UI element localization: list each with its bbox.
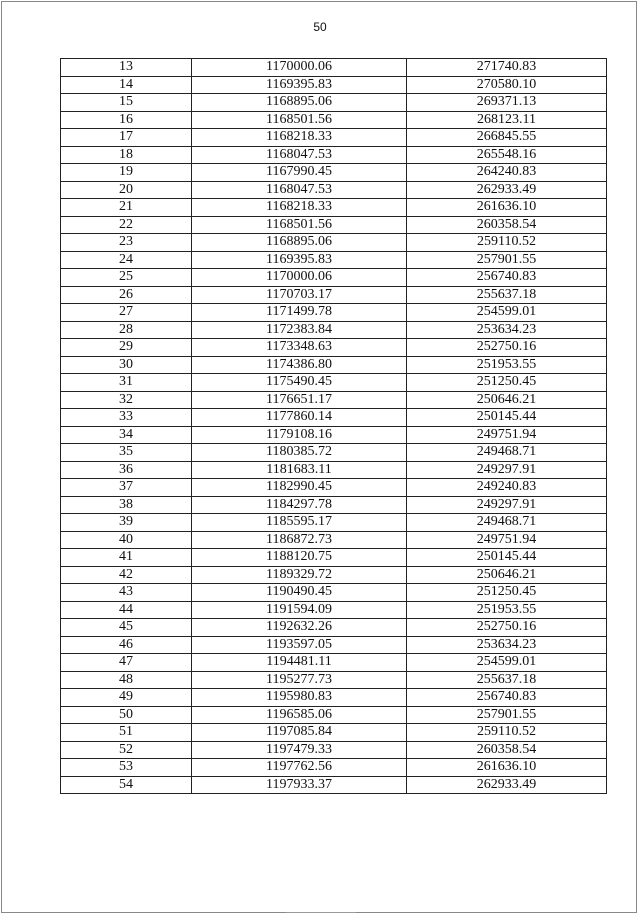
point-number-cell: 27	[61, 304, 192, 322]
x-coordinate-cell: 1184297.78	[192, 496, 407, 514]
point-number-cell: 19	[61, 164, 192, 182]
y-coordinate-cell: 254599.01	[407, 304, 607, 322]
point-number-cell: 41	[61, 549, 192, 567]
table-row	[61, 199, 607, 217]
y-coordinate-cell: 260358.54	[407, 741, 607, 759]
table-row	[61, 549, 607, 567]
table-row	[61, 234, 607, 252]
point-number-cell: 20	[61, 181, 192, 199]
table-row	[61, 426, 607, 444]
x-coordinate-cell: 1171499.78	[192, 304, 407, 322]
point-number-cell: 51	[61, 724, 192, 742]
y-coordinate-cell: 259110.52	[407, 234, 607, 252]
x-coordinate-cell: 1190490.45	[192, 584, 407, 602]
coordinates-table-body	[61, 59, 607, 794]
x-coordinate-cell: 1177860.14	[192, 409, 407, 427]
table-row	[61, 566, 607, 584]
point-number-cell: 33	[61, 409, 192, 427]
y-coordinate-cell: 251250.45	[407, 584, 607, 602]
point-number-cell: 50	[61, 706, 192, 724]
y-coordinate-cell: 261636.10	[407, 199, 607, 217]
x-coordinate-cell: 1197085.84	[192, 724, 407, 742]
x-coordinate-cell: 1185595.17	[192, 514, 407, 532]
x-coordinate-cell: 1170000.06	[192, 269, 407, 287]
point-number-cell: 53	[61, 759, 192, 777]
y-coordinate-cell: 262933.49	[407, 776, 607, 794]
y-coordinate-cell: 261636.10	[407, 759, 607, 777]
table-row	[61, 146, 607, 164]
x-coordinate-cell: 1192632.26	[192, 619, 407, 637]
table-row	[61, 111, 607, 129]
y-coordinate-cell: 249468.71	[407, 444, 607, 462]
x-coordinate-cell: 1196585.06	[192, 706, 407, 724]
table-row	[61, 776, 607, 794]
x-coordinate-cell: 1181683.11	[192, 461, 407, 479]
point-number-cell: 34	[61, 426, 192, 444]
x-coordinate-cell: 1167990.45	[192, 164, 407, 182]
table-row	[61, 339, 607, 357]
y-coordinate-cell: 254599.01	[407, 654, 607, 672]
y-coordinate-cell: 250646.21	[407, 566, 607, 584]
y-coordinate-cell: 249751.94	[407, 426, 607, 444]
y-coordinate-cell: 257901.55	[407, 706, 607, 724]
point-number-cell: 17	[61, 129, 192, 147]
y-coordinate-cell: 271740.83	[407, 59, 607, 77]
table-row	[61, 654, 607, 672]
point-number-cell: 31	[61, 374, 192, 392]
x-coordinate-cell: 1168501.56	[192, 111, 407, 129]
y-coordinate-cell: 251953.55	[407, 601, 607, 619]
table-row	[61, 706, 607, 724]
table-row	[61, 514, 607, 532]
table-row	[61, 479, 607, 497]
point-number-cell: 42	[61, 566, 192, 584]
x-coordinate-cell: 1175490.45	[192, 374, 407, 392]
x-coordinate-cell: 1194481.11	[192, 654, 407, 672]
y-coordinate-cell: 250646.21	[407, 391, 607, 409]
page-bottom-mark	[286, 912, 356, 913]
x-coordinate-cell: 1170703.17	[192, 286, 407, 304]
y-coordinate-cell: 251250.45	[407, 374, 607, 392]
y-coordinate-cell: 249297.91	[407, 496, 607, 514]
y-coordinate-cell: 265548.16	[407, 146, 607, 164]
x-coordinate-cell: 1180385.72	[192, 444, 407, 462]
point-number-cell: 47	[61, 654, 192, 672]
table-row	[61, 286, 607, 304]
point-number-cell: 24	[61, 251, 192, 269]
point-number-cell: 13	[61, 59, 192, 77]
y-coordinate-cell: 249240.83	[407, 479, 607, 497]
table-row	[61, 409, 607, 427]
table-row	[61, 601, 607, 619]
table-row	[61, 584, 607, 602]
point-number-cell: 48	[61, 671, 192, 689]
y-coordinate-cell: 262933.49	[407, 181, 607, 199]
y-coordinate-cell: 256740.83	[407, 689, 607, 707]
point-number-cell: 30	[61, 356, 192, 374]
table-row	[61, 304, 607, 322]
x-coordinate-cell: 1182990.45	[192, 479, 407, 497]
point-number-cell: 14	[61, 76, 192, 94]
y-coordinate-cell: 253634.23	[407, 321, 607, 339]
point-number-cell: 37	[61, 479, 192, 497]
y-coordinate-cell: 252750.16	[407, 619, 607, 637]
table-row	[61, 251, 607, 269]
point-number-cell: 28	[61, 321, 192, 339]
y-coordinate-cell: 250145.44	[407, 549, 607, 567]
x-coordinate-cell: 1176651.17	[192, 391, 407, 409]
point-number-cell: 45	[61, 619, 192, 637]
y-coordinate-cell: 266845.55	[407, 129, 607, 147]
x-coordinate-cell: 1168047.53	[192, 146, 407, 164]
x-coordinate-cell: 1174386.80	[192, 356, 407, 374]
x-coordinate-cell: 1173348.63	[192, 339, 407, 357]
point-number-cell: 22	[61, 216, 192, 234]
point-number-cell: 26	[61, 286, 192, 304]
x-coordinate-cell: 1170000.06	[192, 59, 407, 77]
table-row	[61, 671, 607, 689]
table-row	[61, 444, 607, 462]
point-number-cell: 38	[61, 496, 192, 514]
table-row	[61, 181, 607, 199]
point-number-cell: 46	[61, 636, 192, 654]
y-coordinate-cell: 251953.55	[407, 356, 607, 374]
x-coordinate-cell: 1168501.56	[192, 216, 407, 234]
x-coordinate-cell: 1168895.06	[192, 234, 407, 252]
x-coordinate-cell: 1169395.83	[192, 251, 407, 269]
point-number-cell: 18	[61, 146, 192, 164]
y-coordinate-cell: 252750.16	[407, 339, 607, 357]
point-number-cell: 21	[61, 199, 192, 217]
y-coordinate-cell: 256740.83	[407, 269, 607, 287]
table-row	[61, 724, 607, 742]
table-row	[61, 164, 607, 182]
table-row	[61, 59, 607, 77]
coordinates-table	[60, 58, 607, 794]
table-row	[61, 374, 607, 392]
point-number-cell: 32	[61, 391, 192, 409]
y-coordinate-cell: 260358.54	[407, 216, 607, 234]
y-coordinate-cell: 257901.55	[407, 251, 607, 269]
point-number-cell: 49	[61, 689, 192, 707]
x-coordinate-cell: 1168218.33	[192, 129, 407, 147]
table-row	[61, 759, 607, 777]
table-row	[61, 496, 607, 514]
x-coordinate-cell: 1186872.73	[192, 531, 407, 549]
y-coordinate-cell: 253634.23	[407, 636, 607, 654]
y-coordinate-cell: 250145.44	[407, 409, 607, 427]
y-coordinate-cell: 255637.18	[407, 671, 607, 689]
point-number-cell: 54	[61, 776, 192, 794]
x-coordinate-cell: 1197479.33	[192, 741, 407, 759]
table-row	[61, 129, 607, 147]
table-row	[61, 94, 607, 112]
point-number-cell: 15	[61, 94, 192, 112]
x-coordinate-cell: 1193597.05	[192, 636, 407, 654]
point-number-cell: 25	[61, 269, 192, 287]
y-coordinate-cell: 249468.71	[407, 514, 607, 532]
table-row	[61, 741, 607, 759]
table-row	[61, 356, 607, 374]
y-coordinate-cell: 259110.52	[407, 724, 607, 742]
x-coordinate-cell: 1188120.75	[192, 549, 407, 567]
table-row	[61, 636, 607, 654]
table-row	[61, 269, 607, 287]
point-number-cell: 39	[61, 514, 192, 532]
table-row	[61, 619, 607, 637]
x-coordinate-cell: 1191594.09	[192, 601, 407, 619]
x-coordinate-cell: 1169395.83	[192, 76, 407, 94]
x-coordinate-cell: 1189329.72	[192, 566, 407, 584]
y-coordinate-cell: 264240.83	[407, 164, 607, 182]
table-row	[61, 216, 607, 234]
table-row	[61, 391, 607, 409]
point-number-cell: 23	[61, 234, 192, 252]
x-coordinate-cell: 1195980.83	[192, 689, 407, 707]
point-number-cell: 43	[61, 584, 192, 602]
x-coordinate-cell: 1168218.33	[192, 199, 407, 217]
table-row	[61, 689, 607, 707]
y-coordinate-cell: 269371.13	[407, 94, 607, 112]
y-coordinate-cell: 270580.10	[407, 76, 607, 94]
x-coordinate-cell: 1195277.73	[192, 671, 407, 689]
page-number: 50	[313, 20, 327, 34]
point-number-cell: 52	[61, 741, 192, 759]
point-number-cell: 35	[61, 444, 192, 462]
x-coordinate-cell: 1168895.06	[192, 94, 407, 112]
y-coordinate-cell: 255637.18	[407, 286, 607, 304]
point-number-cell: 16	[61, 111, 192, 129]
x-coordinate-cell: 1197762.56	[192, 759, 407, 777]
point-number-cell: 36	[61, 461, 192, 479]
table-row	[61, 321, 607, 339]
point-number-cell: 40	[61, 531, 192, 549]
point-number-cell: 29	[61, 339, 192, 357]
x-coordinate-cell: 1172383.84	[192, 321, 407, 339]
x-coordinate-cell: 1197933.37	[192, 776, 407, 794]
x-coordinate-cell: 1179108.16	[192, 426, 407, 444]
y-coordinate-cell: 268123.11	[407, 111, 607, 129]
table-row	[61, 531, 607, 549]
y-coordinate-cell: 249297.91	[407, 461, 607, 479]
y-coordinate-cell: 249751.94	[407, 531, 607, 549]
table-row	[61, 76, 607, 94]
point-number-cell: 44	[61, 601, 192, 619]
table-row	[61, 461, 607, 479]
x-coordinate-cell: 1168047.53	[192, 181, 407, 199]
